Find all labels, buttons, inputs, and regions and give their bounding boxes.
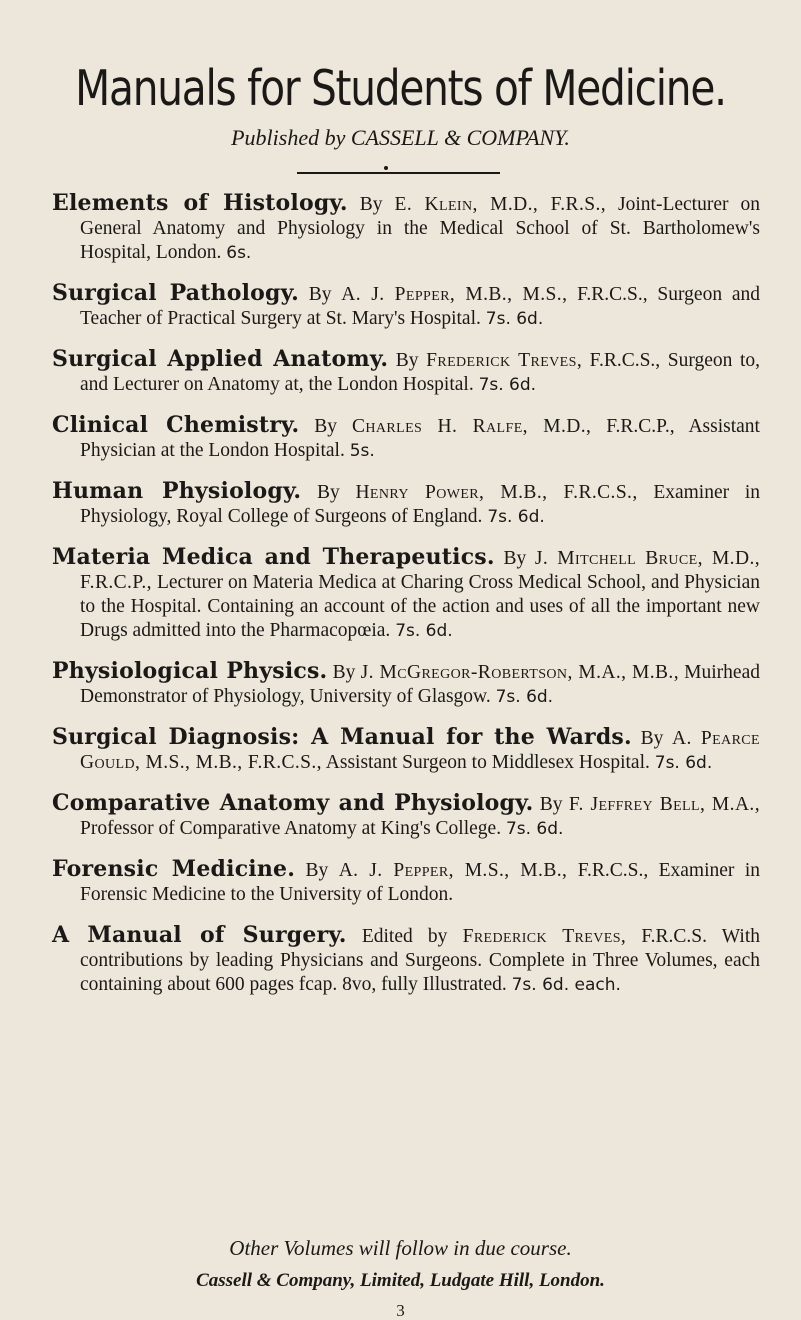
entry-by: By bbox=[299, 416, 352, 437]
entry-price: 7s. 6d. bbox=[505, 819, 564, 839]
entry-title: Materia Medica and Therapeutics. bbox=[52, 544, 495, 570]
entry-title: Comparative Anatomy and Physiology. bbox=[52, 790, 534, 816]
manual-entry bbox=[52, 191, 760, 265]
entry-author: J. McGregor-Robertson, M.A., M.B., bbox=[360, 662, 679, 683]
entry-by: By bbox=[301, 482, 356, 503]
entry-title: Clinical Chemistry. bbox=[52, 412, 300, 438]
entry-price: 7s. 6d. bbox=[495, 687, 554, 707]
entry-author: Henry Power, M.B., F.R.C.S., bbox=[355, 482, 638, 503]
page-title: Manuals for Students of Medicine. bbox=[75, 60, 726, 117]
entry-title: Human Physiology. bbox=[52, 478, 302, 504]
manual-entry bbox=[52, 479, 760, 529]
entry-by: By bbox=[388, 350, 427, 371]
entry-title: A Manual of Surgery. bbox=[52, 922, 347, 948]
entry-price: 7s. 6d. bbox=[395, 621, 453, 641]
manual-entry bbox=[52, 791, 760, 841]
entry-price: 7s. 6d. bbox=[487, 507, 545, 527]
entry-title: Elements of Histology. bbox=[52, 190, 348, 216]
entry-author: Charles H. Ralfe, M.D., bbox=[351, 416, 592, 437]
entry-by: Edited by bbox=[346, 926, 463, 947]
entry-description: Muirhead Demonstrator of Physiology, University of Glasgow. bbox=[80, 662, 760, 707]
entry-description: Professor of Comparative Anatomy at King's College. bbox=[80, 818, 506, 839]
entry-description: F.R.C.P., Assistant Physician at the London Hospital. bbox=[80, 416, 760, 461]
entry-author: J. Mitchell Bruce, M.D., F.R.C.P., bbox=[80, 548, 760, 593]
manual-entry bbox=[52, 725, 760, 775]
entry-title: Physiological Physics. bbox=[52, 658, 328, 684]
entry-description: F.R.C.S. With contributions by leading Physicians and Surgeons. Complete in Three Volumes, each containing about 600 pages fcap. 8vo, fully Illustrated. bbox=[80, 926, 761, 995]
entry-author: F. Jeffrey Bell, M.A., bbox=[568, 794, 760, 815]
entry-by: By bbox=[298, 284, 342, 305]
entry-description: Joint-Lecturer on General Anatomy and Physiology in the Medical School of St. Bartholomew's Hospital, London. bbox=[80, 194, 760, 263]
entry-price: 5s. bbox=[349, 441, 375, 461]
entry-description: Examiner in Physiology, Royal College of Surgeons of England. bbox=[80, 482, 760, 527]
manual-entry bbox=[52, 281, 760, 331]
manual-entry bbox=[52, 659, 760, 709]
other-volumes-note: Other Volumes will follow in due course. bbox=[229, 1236, 572, 1260]
entry-by: By bbox=[533, 794, 569, 815]
manual-entry bbox=[52, 857, 760, 907]
entry-by: By bbox=[631, 728, 673, 749]
divider-rule bbox=[297, 172, 500, 174]
entry-price: 7s. 6d. bbox=[654, 753, 713, 773]
entry-by: By bbox=[347, 194, 395, 215]
ornament-dot bbox=[384, 166, 388, 170]
entry-description: Lecturer on Materia Medica at Charing Cross Medical School, and Physician to the Hospital. Containing an account of the action and uses of all the important new Drugs admitted into the Pharmacopœia. bbox=[80, 572, 760, 641]
entry-description: Assistant Surgeon to Middlesex Hospital. bbox=[321, 752, 655, 773]
entry-description: F.R.C.S., Examiner in Forensic Medicine to the University of London. bbox=[80, 860, 760, 905]
entry-author: Frederick Treves, bbox=[462, 926, 627, 947]
entry-by: By bbox=[494, 548, 535, 569]
entry-title: Forensic Medicine. bbox=[52, 856, 296, 882]
entry-title: Surgical Diagnosis: A Manual for the Wards. bbox=[52, 724, 632, 750]
entry-title: Surgical Applied Anatomy. bbox=[52, 346, 389, 372]
publisher-imprint: Cassell & Company, Limited, Ludgate Hill, London. bbox=[196, 1270, 605, 1291]
manual-entry bbox=[52, 923, 760, 997]
manual-list bbox=[52, 191, 760, 1013]
manual-entry bbox=[52, 413, 760, 463]
publisher-line: Published by CASSELL & COMPANY. bbox=[231, 125, 570, 150]
page-number: 3 bbox=[396, 1301, 405, 1320]
entry-author: E. Klein, M.D., F.R.S., bbox=[394, 194, 607, 215]
entry-title: Surgical Pathology. bbox=[52, 280, 299, 306]
manual-entry bbox=[52, 545, 760, 643]
entry-price: 6s. bbox=[226, 243, 252, 263]
entry-description: F.R.C.S., Surgeon and Teacher of Practical Surgery at St. Mary's Hospital. bbox=[80, 284, 761, 329]
entry-author: A. J. Pepper, M.S., M.B., bbox=[338, 860, 568, 881]
entry-author: A. J. Pepper, M.B., M.S., bbox=[341, 284, 568, 305]
entry-by: By bbox=[327, 662, 361, 683]
entry-price: 7s. 6d. each. bbox=[511, 975, 621, 995]
entry-price: 7s. 6d. bbox=[478, 375, 537, 395]
entry-author: A. Pearce Gould, M.S., M.B., F.R.C.S., bbox=[80, 728, 760, 773]
entry-by: By bbox=[295, 860, 339, 881]
entry-price: 7s. 6d. bbox=[485, 309, 544, 329]
entry-description: F.R.C.S., Surgeon to, and Lecturer on Anatomy at, the London Hospital. bbox=[80, 350, 760, 395]
entry-author: Frederick Treves, bbox=[426, 350, 583, 371]
manual-entry bbox=[52, 347, 760, 397]
